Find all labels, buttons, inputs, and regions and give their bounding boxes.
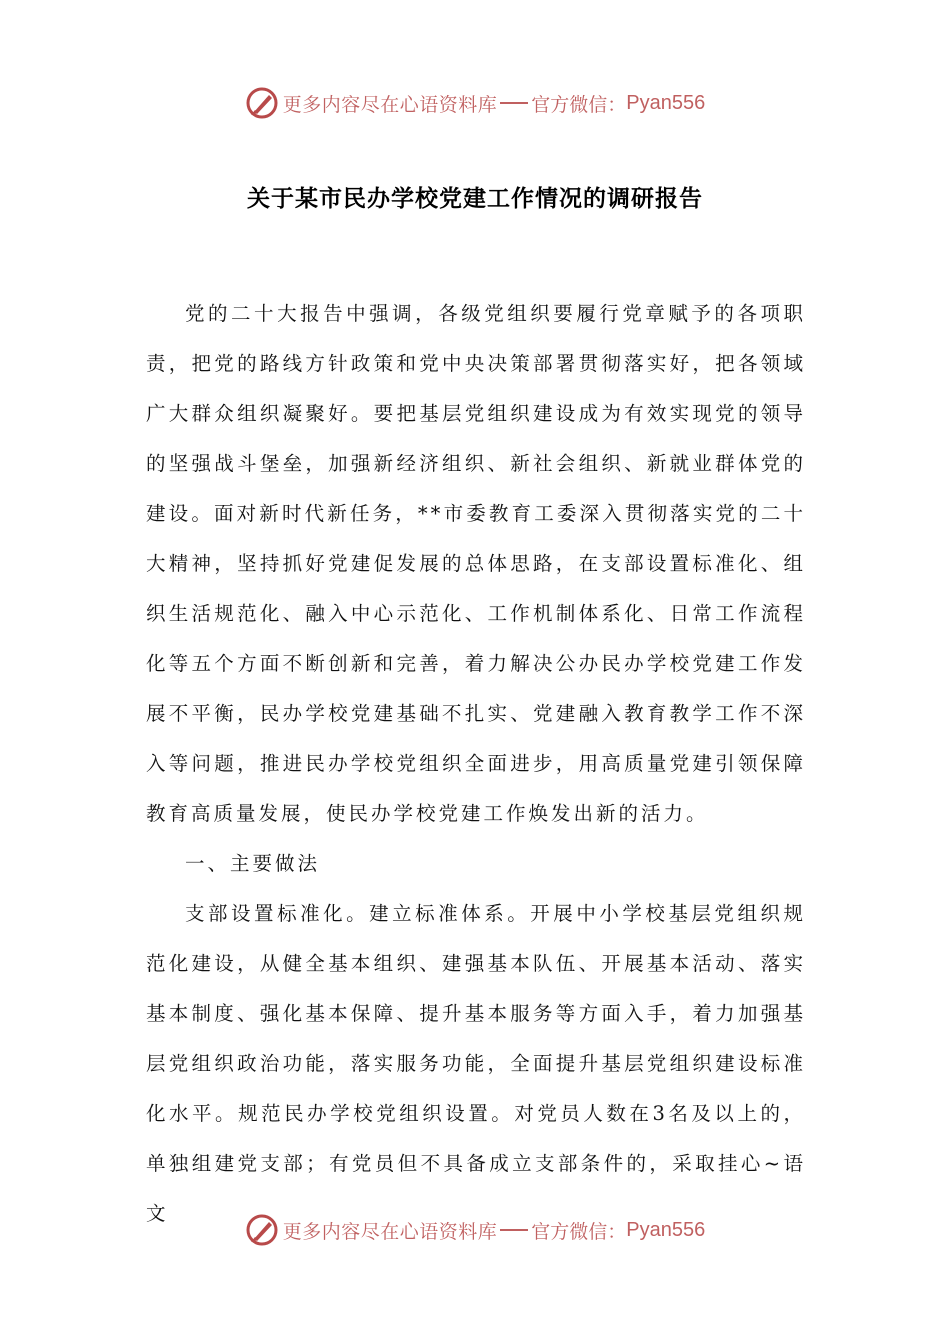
paragraph-branch-standardization: 支部设置标准化。建立标准体系。开展中小学校基层党组织规范化建设，从健全基本组织、建强基本队伍、开展基本活动、落实基本制度、强化基本保障、提升基本服务等方面入手，着力加强基层党组织政治功能，落实服务功能，全面提升基层党组织建设标准化水平。规范民办学校党组织设置。对党员人数在3名及以上的，单独组建党支部；有党员但不具备成立支部条件的，采取挂心~语文 <box>146 902 806 1225</box>
document-title: 关于某市民办学校党建工作情况的调研报告 <box>247 186 703 212</box>
watermark-banner-top <box>0 83 950 123</box>
watermark-wechat-label: 官方微信： <box>531 1220 627 1243</box>
paragraph-intro: 党的二十大报告中强调，各级党组织要履行党章赋予的各项职责，把党的路线方针政策和党中央决策部署贯彻落实好，把各领域广大群众组织凝聚好。要把基层党组织建设成为有效实现党的领导的坚强战斗堡垒，加强新经济组织、新社会组织、新就业群体党的建设。面对新时代新任务，**市委教育工委深入贯彻落实党的二十大精神，坚持抓好党建促发展的总体思路，在支部设置标准化、组织生活规范化、融入中心示范化、工作机制体系化、日常工作流程化等五个方面不断创新和完善，着力解决公办民办学校党建工作发展不平衡，民办学校党建基础不扎实、党建融入教育教学工作不深入等问题，推进民办学校党组织全面进步，用高质量党建引领保障教育高质量发展，使民办学校党建工作焕发出新的活力。 <box>146 302 806 825</box>
watermark-wechat-id: Pyan556 <box>626 1218 706 1241</box>
pen-circle-logo-icon <box>245 1213 279 1247</box>
watermark-dash <box>500 102 528 104</box>
watermark-brand-text: 更多内容尽在心语资料库 <box>282 1220 498 1243</box>
document-body <box>146 289 806 1239</box>
watermark-wechat-id: Pyan556 <box>626 91 706 114</box>
watermark-dash <box>500 1229 528 1231</box>
watermark-banner-bottom <box>0 1210 950 1250</box>
watermark-wechat-label: 官方微信： <box>531 93 627 116</box>
pen-circle-logo-icon <box>245 86 279 120</box>
watermark-brand-text: 更多内容尽在心语资料库 <box>282 93 498 116</box>
section-heading: 一、主要做法 <box>185 852 321 875</box>
